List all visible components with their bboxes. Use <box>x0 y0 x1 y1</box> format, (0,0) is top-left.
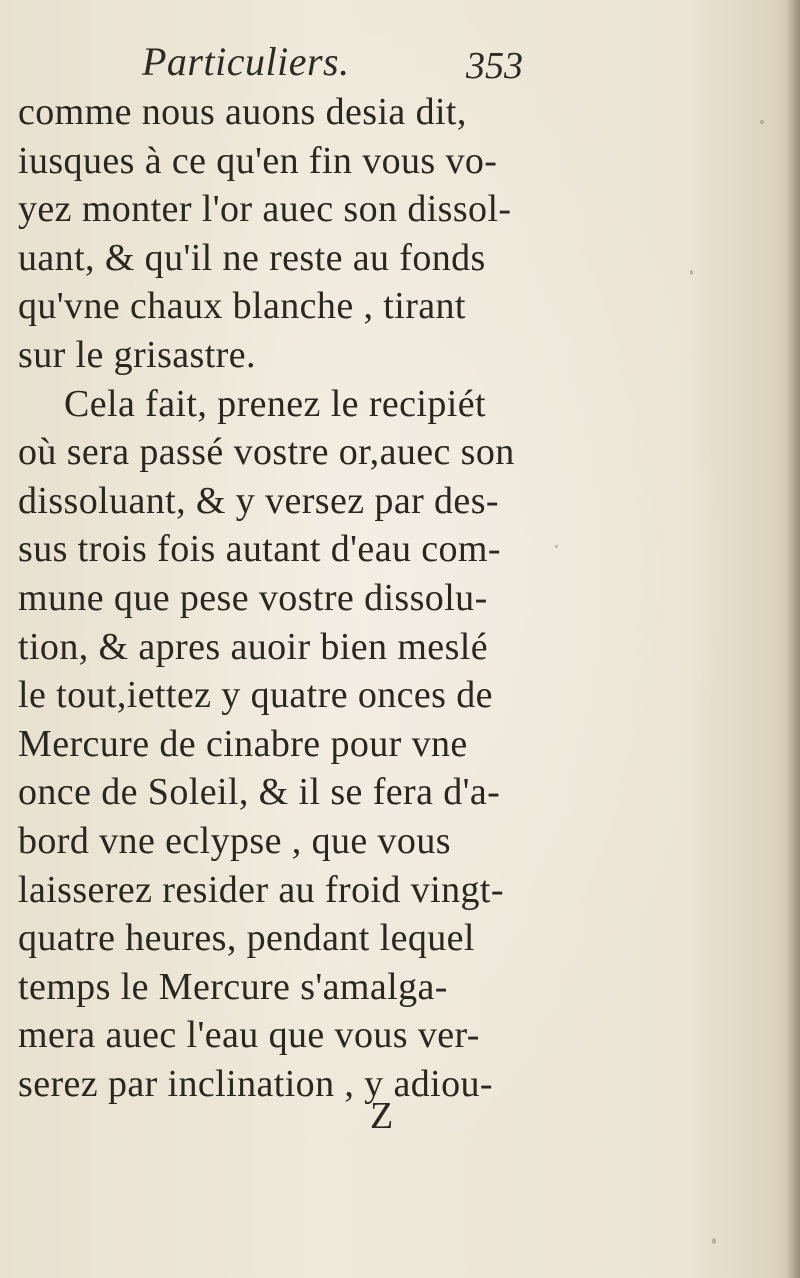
text-line: tion, & apres auoir bien meslé <box>18 625 488 668</box>
paper-speck <box>555 545 558 548</box>
text-line: uant, & qu'il ne reste au fonds <box>18 236 486 279</box>
text-line: yez monter l'or auec son dissol- <box>18 188 512 231</box>
text-line: quatre heures, pendant lequel <box>18 917 475 960</box>
text-line: temps le Mercure s'amalga- <box>18 965 448 1008</box>
text-line: où sera passé vostre or,auec son <box>18 431 515 474</box>
paper-speck <box>760 120 764 124</box>
page-header <box>0 38 800 88</box>
text-line: Mercure de cinabre pour vne <box>18 722 468 765</box>
paper-speck <box>712 1238 716 1244</box>
page-edge-shadow <box>786 0 800 1278</box>
text-line: laisserez resider au froid vingt- <box>18 868 504 911</box>
text-line: serez par inclination , y adiou- <box>18 1062 493 1105</box>
running-title: Particuliers. <box>142 39 350 84</box>
page-number: 353 <box>466 45 523 87</box>
text-line: mune que pese vostre dissolu- <box>18 576 488 619</box>
text-line: le tout,iettez y quatre onces de <box>18 674 493 717</box>
text-line: dissoluant, & y versez par des- <box>18 479 499 522</box>
text-line: once de Soleil, & il se fera d'a- <box>18 771 501 814</box>
body-text <box>18 88 538 1108</box>
text-line: sus trois fois autant d'eau com- <box>18 528 501 571</box>
text-line: comme nous auons desia dit, <box>18 91 467 133</box>
text-line: mera auec l'eau que vous ver- <box>18 1014 480 1057</box>
text-line: bord vne eclypse , que vous <box>18 819 451 862</box>
text-line: qu'vne chaux blanche , tirant <box>18 285 466 328</box>
paper-speck <box>690 270 693 275</box>
signature-mark: Z <box>370 1095 394 1137</box>
text-line: iusques à ce qu'en fin vous vo- <box>18 139 498 182</box>
text-line: sur le grisastre. <box>18 333 256 376</box>
paragraph-start-line: Cela fait, prenez le recipiét <box>64 382 486 425</box>
